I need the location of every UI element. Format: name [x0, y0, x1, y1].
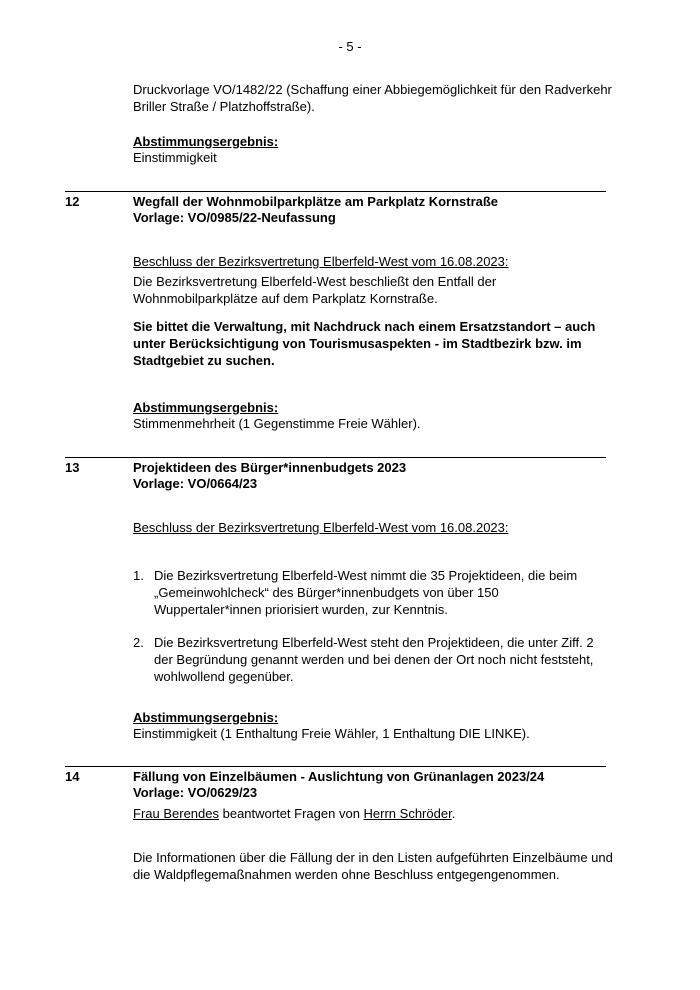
resolution-paragraph: Die Bezirksvertretung Elberfeld-West beschließt den Entfall der Wohnmobilparkplätze auf dem Parkplatz Kornstraße. [133, 274, 497, 306]
speaker-name: Herrn Schröder [363, 806, 452, 821]
resolution-paragraph-bold: Sie bittet die Verwaltung, mit Nachdruck nach einem Ersatzstandort – auch unter Berücksichtigung von Tourismusaspekten - im Stadtbezirk bzw. im Stadtgebiet zu suchen. [133, 319, 596, 368]
list-marker: 2. [133, 635, 144, 650]
speaker-line [133, 805, 613, 822]
item-title: Fällung von Einzelbäumen - Auslichtung von Grünanlagen 2023/24 [133, 769, 545, 784]
item-number: 14 [65, 769, 80, 784]
resolution-heading: Beschluss der Bezirksvertretung Elberfeld-West vom 16.08.2023: [133, 254, 509, 269]
item-vorlage: Vorlage: VO/0985/22-Neufassung [133, 210, 336, 225]
vote-result: Einstimmigkeit (1 Enthaltung Freie Wähler, 1 Enthaltung DIE LINKE). [133, 726, 530, 741]
page-number: - 5 - [338, 39, 362, 54]
speaker-line-period: . [451, 806, 456, 821]
item-number: 12 [65, 194, 80, 209]
item-vorlage: Vorlage: VO/0629/23 [133, 785, 258, 800]
item-title: Projektideen des Bürger*innenbudgets 2023 [133, 460, 407, 475]
list-item-text: Die Bezirksvertretung Elberfeld-West nimmt die 35 Projektideen, die beim „Gemeinwohlcheck“ des Bürger*innenbudgets von über 150 Wuppertaler*innen priorisiert wurden, zur Kenntnis. [154, 568, 578, 617]
vote-result: Einstimmigkeit [133, 150, 217, 165]
vote-label: Abstimmungsergebnis: [133, 710, 279, 725]
item-number: 13 [65, 460, 80, 475]
section-divider [65, 766, 606, 767]
vote-label: Abstimmungsergebnis: [133, 134, 279, 149]
item-vorlage: Vorlage: VO/0664/23 [133, 476, 258, 491]
list-item-text: Die Bezirksvertretung Elberfeld-West steht den Projektideen, die unter Ziff. 2 der Begründung genannt werden und bei denen der Ort noch nicht feststeht, wohlwollend gegenüber. [154, 635, 594, 684]
resolution-heading: Beschluss der Bezirksvertretung Elberfeld-West vom 16.08.2023: [133, 520, 509, 535]
item-title: Wegfall der Wohnmobilparkplätze am Parkplatz Kornstraße [133, 194, 499, 209]
vote-result: Stimmenmehrheit (1 Gegenstimme Freie Wähler). [133, 416, 421, 431]
info-paragraph: Die Informationen über die Fällung der in den Listen aufgeführten Einzelbäume und die Waldpflegemaßnahmen werden ohne Beschluss entgegengenommen. [133, 850, 613, 882]
speaker-name: Frau Berendes [133, 806, 219, 821]
speaker-line-text: beantwortet Fragen von [219, 806, 364, 821]
section-divider [65, 457, 606, 458]
vote-label: Abstimmungsergebnis: [133, 400, 279, 415]
intro-text: Druckvorlage VO/1482/22 (Schaffung einer Abbiegemöglichkeit für den Radverkehr Briller Straße / Platzhoffstraße). [133, 82, 612, 114]
section-divider [65, 191, 606, 192]
list-marker: 1. [133, 568, 144, 583]
